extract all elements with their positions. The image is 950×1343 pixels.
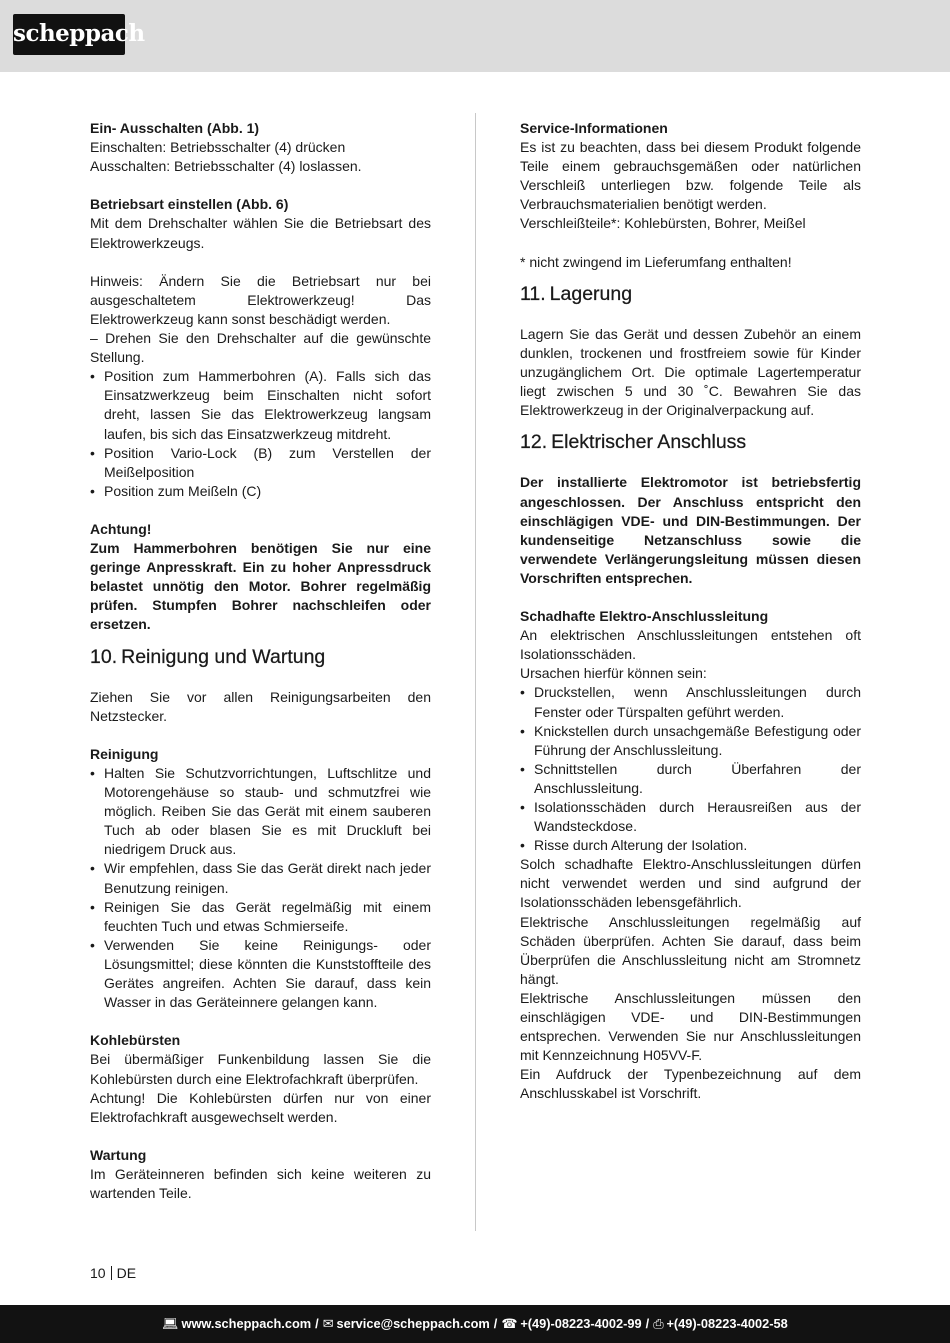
footnote: * nicht zwingend im Lieferumfang enthalten! (520, 253, 792, 270)
section-number: 11. (520, 282, 546, 305)
wartung-heading: Wartung (90, 1146, 147, 1163)
reinigung-list (90, 764, 431, 1012)
vde-text: Elektrische Anschlussleitungen müssen den einschlägigen VDE- und DIN-Bestimmungen entsprechen. Verwenden Sie nur Anschlussleitungen mit Kennzeichnung H05VV-F. (520, 989, 861, 1064)
achtung-text: Zum Hammerbohren benötigen Sie nur eine geringe Anpresskraft. Ein zu hoher Anpressdruck belastet unnötig den Motor. Bohrer regelmäßig prüfen. Stumpfen Bohrer nachschleifen oder ersetzen. (90, 540, 431, 633)
list-item: • Verwenden Sie keine Reinigungs- oder Lösungsmittel; diese könnten die Kunststoffteile des Gerätes angreifen. Achten Sie darauf, dass kein Wasser in das Geräteinnere gelangen kann. (90, 936, 431, 1012)
phone-icon: ☎︎ (501, 1316, 518, 1331)
list-item: • Schnittstellen durch Überfahren der Anschlussleitung. (520, 760, 861, 798)
solch-text: Solch schadhafte Elektro-Anschlussleitungen dürfen nicht verwendet werden und sind aufgrund der Isolationsschäden lebensgefährlich. (520, 856, 861, 911)
list-item: • Druckstellen, wenn Anschlussleitungen durch Fenster oder Türspalten geführt werden. (520, 683, 861, 721)
einschalten-line: Einschalten: Betriebsschalter (4) drücken (90, 139, 346, 156)
section-10-heading (90, 645, 431, 669)
betriebsart-heading: Betriebsart einstellen (Abb. 6) (90, 196, 289, 213)
section-number: 10. (90, 645, 118, 668)
drehen-text: – Drehen Sie den Drehschalter auf die gewünschte Stellung. (90, 330, 431, 366)
list-item: • Reinigen Sie das Gerät regelmäßig mit einem feuchten Tuch und etwas Schmierseife. (90, 898, 431, 936)
footer-website[interactable]: www.scheppach.com (181, 1316, 312, 1331)
section-title: Elektrischer Anschluss (551, 431, 747, 454)
section-11-heading (520, 282, 861, 306)
schadhafte-text: An elektrischen Anschlussleitungen entstehen oft Isolationsschäden. (520, 627, 861, 663)
page-number-separator (111, 1266, 112, 1280)
kohlebuersten-warning: Achtung! Die Kohlebürsten dürfen nur von einer Elektrofachkraft ausgewechselt werden. (90, 1089, 431, 1125)
kohlebuersten-heading: Kohlebürsten (90, 1032, 181, 1049)
page-language: DE (116, 1265, 137, 1281)
footer-email[interactable]: service@scheppach.com (336, 1316, 490, 1331)
ausschalten-line: Ausschalten: Betriebsschalter (4) loslassen. (90, 158, 362, 175)
list-item: • Wir empfehlen, dass Sie das Gerät direkt nach jeder Benutzung reinigen. (90, 859, 431, 897)
footer-phone: +(49)-08223-4002-99 (520, 1316, 642, 1331)
email-icon: ✉︎ (322, 1316, 334, 1331)
section-number: 12. (520, 431, 548, 454)
lagerung-text: Lagern Sie das Gerät und dessen Zubehör an einem dunklen, trockenen und frostfreiem sowie für Kinder unzugänglichem Ort. Die optimale Lagertemperatur liegt zwischen 5 und 30 ˚C. Bewahren Sie das Elektrowerkzeug in der Originalverpackung auf. (520, 325, 861, 419)
service-text: Es ist zu beachten, dass bei diesem Produkt folgende Teile einem gebrauchsgemäßen oder natürlichen Verschleiß unterliegen bzw. folgende Teile als Verbrauchsmaterialien benötigt werden. (520, 139, 861, 213)
footer-separator: / (645, 1316, 650, 1331)
footer-separator: / (315, 1316, 319, 1331)
anschluss-text: Der installierte Elektromotor ist betriebsfertig angeschlossen. Der Anschluss entspricht den einschlägigen VDE- und DIN-Bestimmungen. Der kundenseitige Netzanschluss sowie die verwendete Verlängerungsleitung müssen diesen Vorschriften entsprechen. (520, 474, 861, 586)
ursachen-list (520, 683, 861, 855)
service-heading: Service-Informationen (520, 120, 668, 136)
kohlebuersten-text: Bei übermäßiger Funkenbildung lassen Sie die Kohlebürsten durch eine Elektrofachkraft überprüfen. (90, 1051, 431, 1087)
footer-fax: +(49)-08223-4002-58 (666, 1316, 788, 1331)
reinigung-heading: Reinigung (90, 745, 159, 762)
list-item: • Position Vario-Lock (B) zum Verstellen der Meißelposition (90, 444, 431, 482)
computer-icon: 💻︎ (162, 1316, 179, 1331)
section-12-heading (520, 430, 861, 454)
right-column (520, 119, 861, 1104)
list-item: • Position zum Hammerbohren (A). Falls sich das Einsatzwerkzeug beim Einschalten nicht sofort dreht, lassen Sie das Elektrowerkzeug langsam laufen, bis sich das Einsatzwerkzeug mitdreht. (90, 367, 431, 443)
scheppach-logo: scheppach (13, 14, 125, 55)
fax-icon: ⎙ (653, 1316, 664, 1331)
left-column (90, 119, 431, 1203)
list-item: • Knickstellen durch unsachgemäße Befestigung oder Führung der Anschlussleitung. (520, 722, 861, 760)
page-footer (0, 1305, 950, 1343)
list-item: • Isolationsschäden durch Herausreißen aus der Wandsteckdose. (520, 798, 861, 836)
section-title: Lagerung (549, 282, 633, 305)
list-item: • Risse durch Alterung der Isolation. (520, 836, 861, 855)
hinweis-text: Hinweis: Ändern Sie die Betriebsart nur bei ausgeschaltetem Elektrowerkzeug! Das Elektrowerkzeug kann sonst beschädigt werden. (90, 272, 431, 327)
page-number-value: 10 (90, 1265, 106, 1281)
aufdruck-text: Ein Aufdruck der Typenbezeichnung auf dem Anschlusskabel ist Vorschrift. (520, 1066, 861, 1102)
verschleiss-text: Verschleißteile*: Kohlebürsten, Bohrer, Meißel (520, 215, 806, 232)
list-item: • Position zum Meißeln (C) (90, 482, 431, 501)
wartung-text: Im Geräteinneren befinden sich keine weiteren zu wartenden Teile. (90, 1165, 431, 1202)
achtung-heading: Achtung! (90, 520, 152, 537)
footer-separator: / (493, 1316, 498, 1331)
pruefen-text: Elektrische Anschlussleitungen regelmäßig auf Schäden überprüfen. Achten Sie darauf, dass beim Überprüfen die Anschlussleitung nicht am Stromnetz hängt. (520, 913, 861, 987)
betriebsart-text: Mit dem Drehschalter wählen Sie die Betriebsart des Elektrowerkzeugs. (90, 215, 431, 251)
ursachen-text: Ursachen hierfür können sein: (520, 665, 707, 682)
section-10-intro: Ziehen Sie vor allen Reinigungsarbeiten den Netzstecker. (90, 688, 431, 724)
list-item: • Halten Sie Schutzvorrichtungen, Luftschlitze und Motorengehäuse so staub- und schmutzfrei wie möglich. Reiben Sie das Gerät mit einem sauberen Tuch ab oder blasen Sie es mit Druckluft bei niedrigem Druck aus. (90, 764, 431, 859)
position-list (90, 367, 431, 501)
section-title: Reinigung und Wartung (121, 645, 326, 668)
page-number (90, 1265, 136, 1281)
ein-aus-heading: Ein- Ausschalten (Abb. 1) (90, 120, 260, 136)
column-divider (475, 113, 476, 1231)
page-header (0, 0, 950, 72)
schadhafte-heading: Schadhafte Elektro-Anschlussleitung (520, 608, 769, 625)
